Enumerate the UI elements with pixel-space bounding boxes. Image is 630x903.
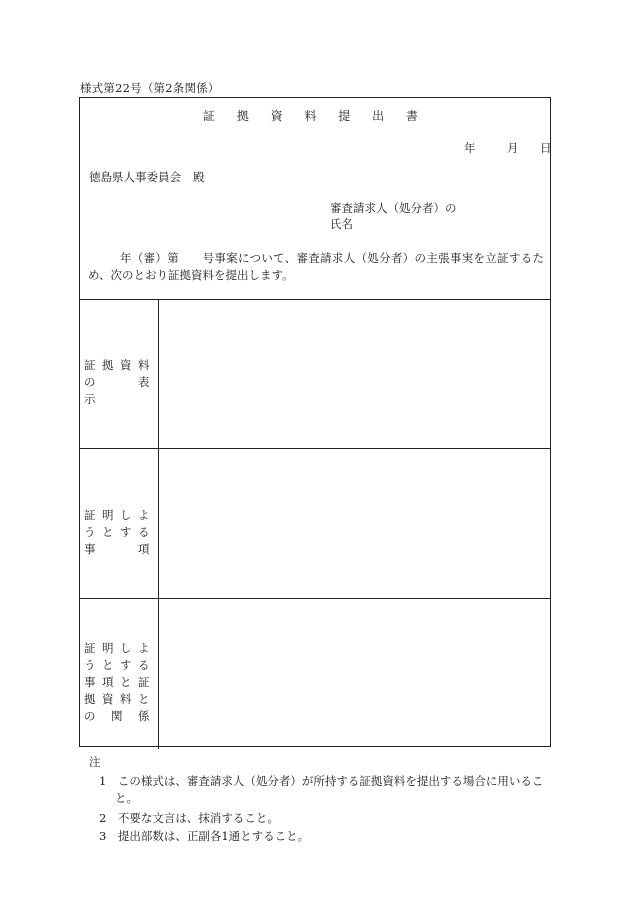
row-label: 証明しようとする事項: [84, 508, 154, 556]
recipient: [89, 169, 205, 185]
note-item: [99, 771, 543, 791]
row-relationship: [80, 599, 550, 749]
date-day: 日: [540, 141, 552, 155]
row-content-field[interactable]: [159, 449, 550, 598]
row-evidence-display: [80, 299, 550, 449]
row-label: 証明しようとする事項と証拠資料との関係: [84, 641, 154, 723]
row-content-field[interactable]: [159, 299, 550, 448]
note-number: 1: [99, 774, 107, 788]
note-item: [99, 808, 279, 828]
recipient-suffix: 殿: [193, 170, 205, 184]
requester-label: 審査請求人（処分者）の: [330, 201, 457, 215]
requester-name-label: 氏名: [330, 217, 353, 231]
form-header: [80, 98, 550, 300]
note-number: 3: [99, 829, 107, 843]
date-month: 月: [507, 141, 519, 155]
requester-block: [330, 200, 457, 232]
form-number: 様式第22号（第2条関係）: [80, 81, 220, 95]
note-number: 2: [99, 811, 107, 825]
row-matters-to-prove: [80, 449, 550, 599]
note-item: [99, 826, 309, 846]
form-title: 証 拠 資 料 提 出 書: [203, 109, 427, 123]
recipient-name: 徳島県人事委員会: [89, 170, 181, 184]
note-text: この様式は、審査請求人（処分者）が所持する証拠資料を提出する場合に用いるこ: [117, 774, 544, 788]
note-text: 提出部数は、正副各1通とすること。: [117, 829, 310, 843]
date-year: 年: [464, 141, 476, 155]
note-text: 不要な文言は、抹消すること。: [117, 811, 279, 825]
body-text: 年（審）第 号事案について、審査請求人（処分者）の主張事実を立証するため、次のとおり証拠資料を提出します。: [88, 251, 544, 282]
row-content-field[interactable]: [159, 599, 550, 749]
notes-heading: 注: [89, 755, 101, 769]
note-continuation: と。: [115, 791, 138, 805]
submission-form: [79, 97, 551, 747]
row-label: 証拠資料の表 示: [84, 358, 202, 406]
